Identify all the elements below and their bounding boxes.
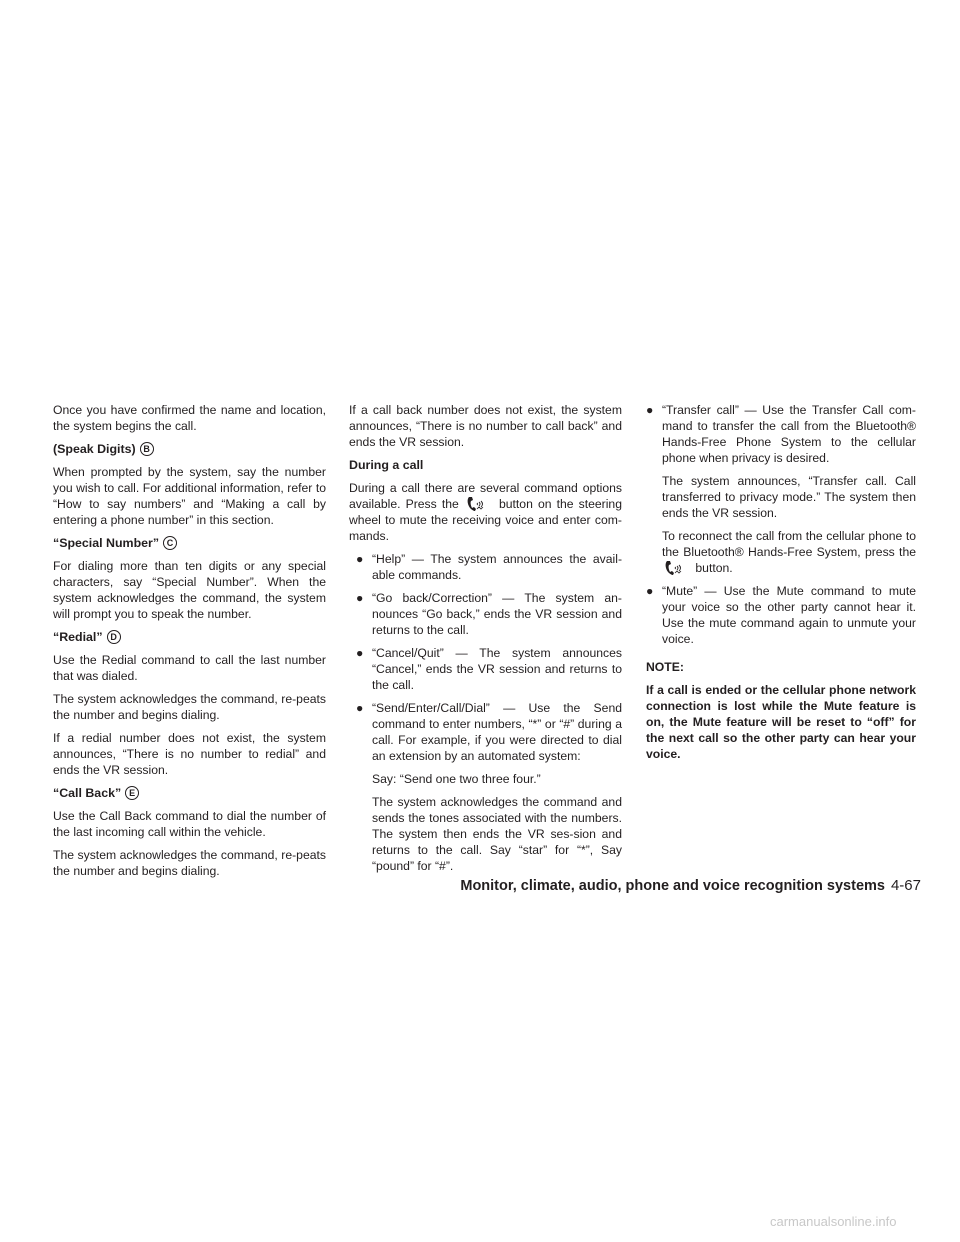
paragraph-special-number: For dialing more than ten digits or any special characters, say “Special Number”. When the system acknowledges the command, the system will prompt you to speak the number.	[53, 559, 326, 621]
bullet-dot: ●	[646, 403, 654, 417]
paragraph-call-back-2: The system acknowledges the command, re-peats the number and begins dialing.	[53, 848, 326, 878]
column-3	[646, 402, 916, 762]
bullet-go-back: ● “Go back/Correction” — The system an-nounces “Go back,” ends the VR session and returns to the call.	[356, 591, 622, 637]
paragraph-speak-digits: When prompted by the system, say the number you wish to call. For additional information, refer to “How to say numbers” and “Making a call by entering a phone number” in this section.	[53, 465, 326, 527]
marker-b: B	[140, 442, 154, 456]
marker-d: D	[107, 630, 121, 644]
indent-reconnect: To reconnect the call from the cellular phone to the Bluetooth® Hands-Free System, press the button.	[662, 529, 916, 575]
bullet-cancel: ● “Cancel/Quit” — The system announces “Cancel,” ends the VR session and returns to the call.	[356, 646, 622, 692]
watermark: carmanualsonline.info	[770, 1214, 897, 1229]
indent-transfer-announce: The system announces, “Transfer call. Call transferred to privacy mode.” The system then ends the VR session.	[662, 474, 916, 520]
page-number: 4-67	[890, 877, 921, 894]
heading-during-a-call: During a call	[349, 458, 424, 472]
bullet-dot: ●	[356, 701, 364, 715]
column-2	[349, 402, 622, 881]
indent-say: Say: “Send one two three four.”	[372, 772, 541, 786]
heading-speak-digits: (Speak Digits) B	[53, 441, 326, 457]
paragraph-confirmed: Once you have confirmed the name and location, the system begins the call.	[53, 403, 326, 433]
heading-call-back: “Call Back” E	[53, 785, 326, 801]
bullet-help: ● “Help” — The system announces the avail-able commands.	[356, 552, 622, 582]
column-1	[53, 402, 326, 886]
note-title: NOTE:	[646, 660, 684, 674]
note-body: If a call is ended or the cellular phone network connection is lost while the Mute feature is on, the Mute feature will be reset to “off” for the next call so the other party can hear your voice.	[646, 683, 916, 761]
marker-c: C	[163, 536, 177, 550]
paragraph-call-back-1: Use the Call Back command to dial the number of the last incoming call within the vehicle.	[53, 809, 326, 839]
marker-e: E	[125, 786, 139, 800]
phone-voice-icon	[466, 496, 486, 512]
bullet-mute: ● “Mute” — Use the Mute command to mute your voice so the other party cannot hear it. Use the mute command again to unmute your voice.	[646, 584, 916, 646]
heading-special-number: “Special Number” C	[53, 535, 326, 551]
indent-acknowledges: The system acknowledges the command and sends the tones associated with the numbers. The system then ends the VR ses-sion and returns to the call. Say “star” for “*”, Say “pound” for “#”.	[372, 795, 622, 873]
bullet-dot: ●	[646, 584, 654, 598]
bullet-send: ● “Send/Enter/Call/Dial” — Use the Send command to enter numbers, “*” or “#” during a call. For example, if you were directed to dial an extension by an automated system:	[356, 701, 622, 763]
paragraph-during-a-call: During a call there are several command options available. Press the button on the steering wheel to mute the receiving voice and enter com-mands.	[349, 481, 622, 543]
bullet-dot: ●	[356, 646, 364, 660]
phone-voice-icon	[664, 560, 684, 576]
footer-section-title: Monitor, climate, audio, phone and voice recognition systems	[460, 878, 885, 894]
heading-redial: “Redial” D	[53, 629, 326, 645]
bullet-transfer-call: ● “Transfer call” — Use the Transfer Call com-mand to transfer the call from the Bluetooth® Hands-Free Phone System to the cellular phone when privacy is desired.	[646, 403, 916, 465]
page-footer	[445, 877, 921, 894]
paragraph-no-call-back: If a call back number does not exist, the system announces, “There is no number to call back” and ends the VR session.	[349, 403, 622, 449]
paragraph-redial-1: Use the Redial command to call the last number that was dialed.	[53, 653, 326, 683]
paragraph-redial-2: The system acknowledges the command, re-peats the number and begins dialing.	[53, 692, 326, 722]
bullet-dot: ●	[356, 552, 364, 566]
paragraph-redial-3: If a redial number does not exist, the system announces, “There is no number to redial” and ends the VR session.	[53, 731, 326, 777]
bullet-dot: ●	[356, 591, 364, 605]
